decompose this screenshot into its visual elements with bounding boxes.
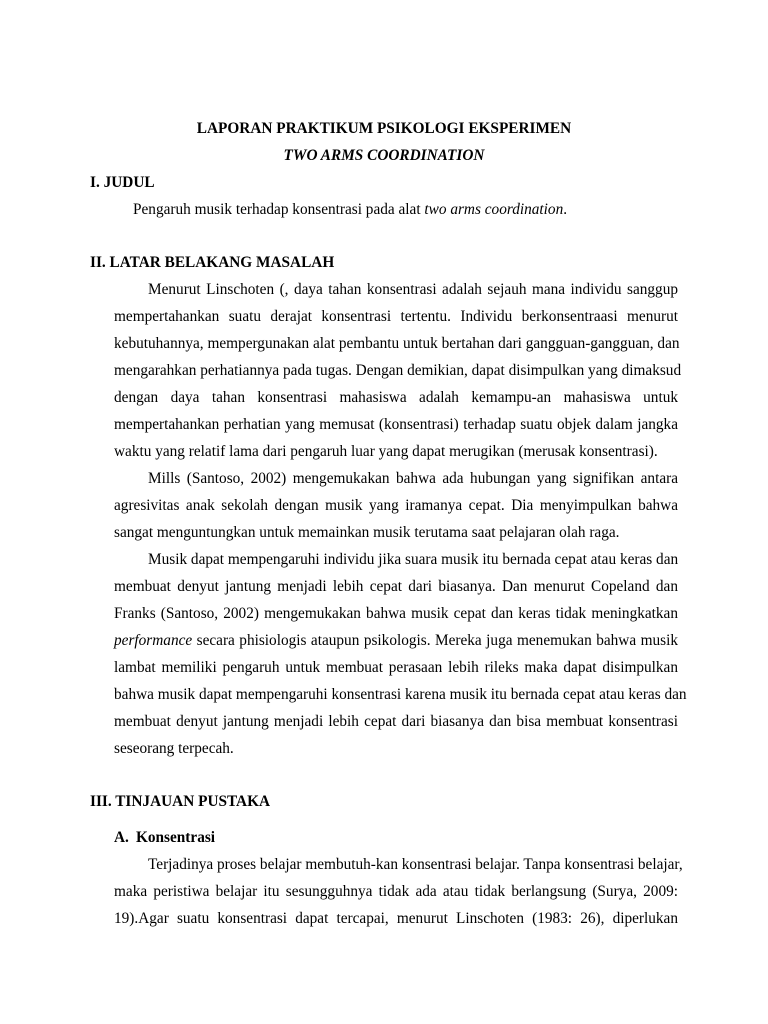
- section-2-heading: II. LATAR BELAKANG MASALAH: [90, 254, 335, 271]
- paragraph-line: mengarahkan perhatiannya pada tugas. Dengan demikian, dapat disimpulkan yang dimaksud: [114, 362, 682, 379]
- section-1-text-end: .: [563, 201, 568, 218]
- paragraph-line: Musik dapat mempengaruhi individu jika suara musik itu bernada cepat atau keras dan: [148, 551, 679, 568]
- paragraph-line-rest: secara phisiologis ataupun psikologis. Mereka juga menemukan bahwa musik: [192, 632, 678, 649]
- document-title: LAPORAN PRAKTIKUM PSIKOLOGI EKSPERIMEN: [196, 120, 572, 137]
- paragraph-line: Menurut Linschoten (, daya tahan konsentrasi adalah sejauh mana individu sanggup: [148, 281, 678, 298]
- subsection-a-label: A.: [114, 829, 129, 846]
- paragraph-line: membuat denyut jantung menjadi lebih cepat dari biasanya. Dan menurut Copeland dan: [114, 578, 678, 595]
- subsection-a-title: Konsentrasi: [136, 829, 216, 846]
- section-3-heading: III. TINJAUAN PUSTAKA: [90, 793, 271, 810]
- paragraph-line: membuat denyut jantung menjadi lebih cepat dari biasanya dan bisa membuat konsentrasi: [114, 713, 678, 730]
- paragraph-line: dengan daya tahan konsentrasi mahasiswa adalah kemampu-an mahasiswa untuk: [114, 389, 678, 406]
- paragraph-line: waktu yang relatif lama dari pengaruh luar yang dapat merugikan (merusak konsentrasi).: [114, 443, 658, 460]
- section-1-text: [133, 200, 567, 220]
- section-1-text-plain: Pengaruh musik terhadap konsentrasi pada alat: [133, 201, 425, 218]
- performance-term: performance: [114, 632, 193, 649]
- document-subtitle: TWO ARMS COORDINATION: [283, 147, 485, 164]
- paragraph-line: [114, 631, 678, 651]
- paragraph-line: Franks (Santoso, 2002) mengemukakan bahwa musik cepat dan keras tidak meningkatkan: [114, 605, 678, 622]
- paragraph-line: Mills (Santoso, 2002) mengemukakan bahwa ada hubungan yang signifikan antara: [148, 470, 678, 487]
- paragraph-line: 19).Agar suatu konsentrasi dapat tercapai, menurut Linschoten (1983: 26), diperlukan: [114, 910, 678, 927]
- section-1-heading: I. JUDUL: [90, 174, 155, 191]
- paragraph-line: maka peristiwa belajar itu sesungguhnya tidak ada atau tidak berlangsung (Surya, 2009:: [114, 883, 678, 900]
- paragraph-line: mempertahankan suatu derajat konsentrasi tertentu. Individu berkonsentraasi menurut: [114, 308, 678, 325]
- section-1-text-italic: two arms coordination: [424, 201, 564, 218]
- paragraph-line: seseorang terpecah.: [114, 740, 234, 757]
- paragraph-line: lambat memiliki pengaruh untuk membuat perasaan lebih rileks maka dapat disimpulkan: [114, 659, 678, 676]
- paragraph-line: sangat menguntungkan untuk memainkan musik terutama saat pelajaran olah raga.: [114, 524, 620, 541]
- paragraph-line: kebutuhannya, mempergunakan alat pembantu untuk bertahan dari gangguan-gangguan, dan: [114, 335, 680, 352]
- paragraph-line: agresivitas anak sekolah dengan musik yang iramanya cepat. Dia menyimpulkan bahwa: [114, 497, 678, 514]
- subsection-a-heading: [114, 828, 215, 848]
- paragraph-line: mempertahankan perhatian yang memusat (konsentrasi) terhadap suatu objek dalam jangka: [114, 416, 678, 433]
- paragraph-line: Terjadinya proses belajar membutuh-kan konsentrasi belajar. Tanpa konsentrasi belajar,: [148, 856, 683, 873]
- paragraph-line: bahwa musik dapat mempengaruhi konsentrasi karena musik itu bernada cepat atau keras dan: [114, 686, 687, 703]
